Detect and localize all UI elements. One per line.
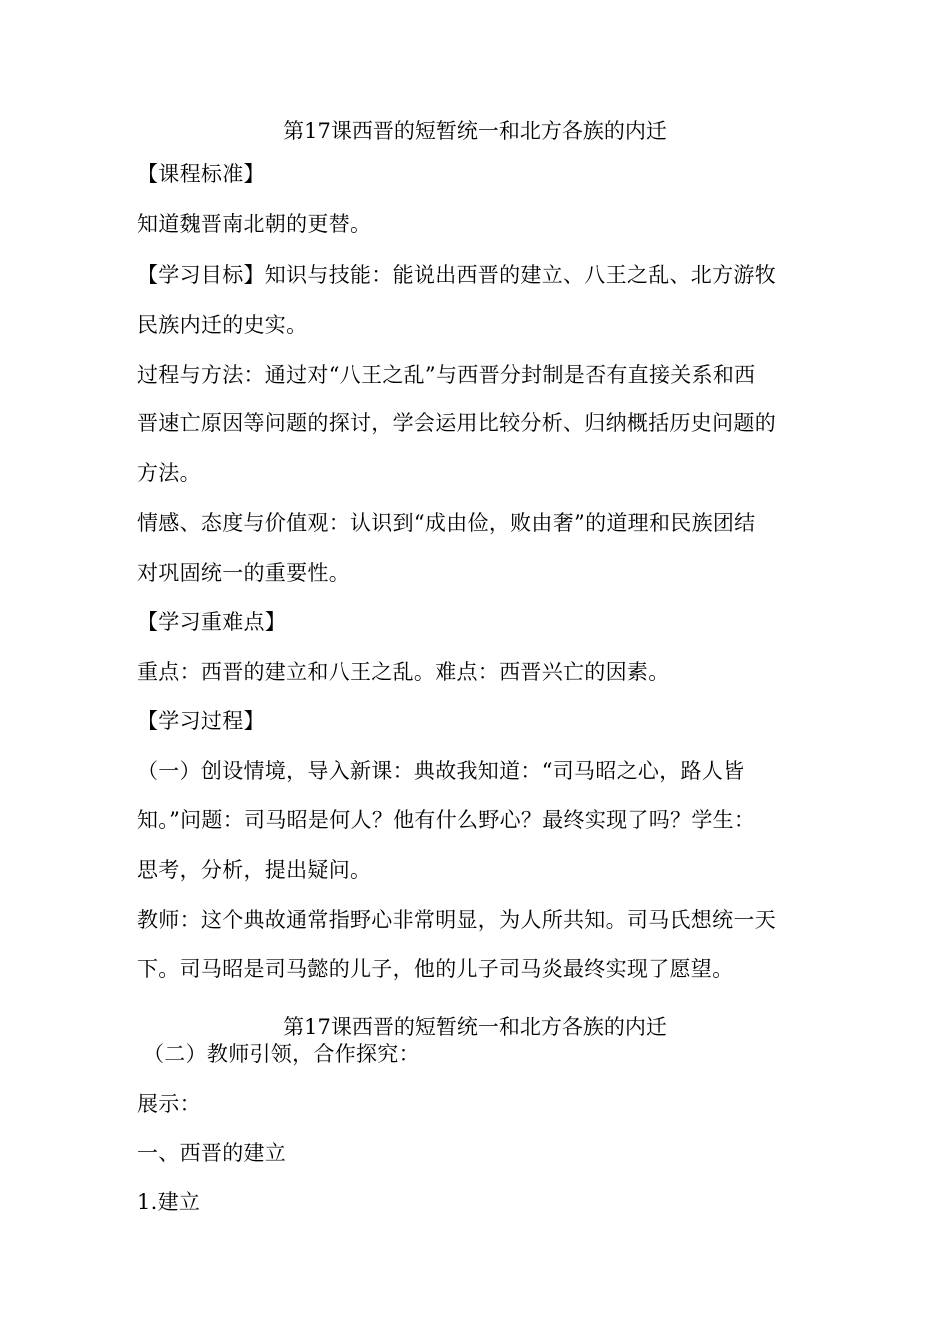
- paragraph-line: （二）教师引领，合作探究：: [143, 1042, 420, 1066]
- heading-learning-goals: 【学习目标】知识与技能：能说出西晋的建立、八王之乱、北方游牧: [137, 263, 776, 287]
- paragraph-line: 重点：西晋的建立和八王之乱。难点：西晋兴亡的因素。: [137, 660, 670, 684]
- paragraph-line: 晋速亡原因等问题的探讨，学会运用比较分析、归纳概括历史问题的: [137, 411, 776, 435]
- heading-key-points: 【学习重难点】: [137, 610, 287, 634]
- subsection-heading: 1.建立: [137, 1190, 201, 1214]
- repeated-title: 第17课西晋的短暂统一和北方各族的内迁: [283, 1015, 667, 1039]
- heading-learning-process: 【学习过程】: [137, 709, 265, 733]
- paragraph-line: 知。”问题：司马昭是何人？他有什么野心？最终实现了吗？学生：: [137, 808, 756, 832]
- paragraph-line: 民族内迁的史实。: [137, 313, 308, 337]
- paragraph-line: 方法。: [137, 461, 201, 485]
- paragraph-line: 教师：这个典故通常指野心非常明显，为人所共知。司马氏想统一天: [137, 908, 776, 932]
- paragraph-line: 对巩固统一的重要性。: [137, 561, 350, 585]
- paragraph-line: 过程与方法：通过对“八王之乱”与西晋分封制是否有直接关系和西: [137, 363, 756, 387]
- paragraph-line: 知道魏晋南北朝的更替。: [137, 212, 372, 236]
- section-heading: 一、西晋的建立: [137, 1141, 287, 1165]
- paragraph-line: （一）创设情境，导入新课：典故我知道：“司马昭之心，路人皆: [137, 759, 745, 783]
- paragraph-line: 思考，分析，提出疑问。: [137, 858, 372, 882]
- paragraph-line: 情感、态度与价值观：认识到“成由俭，败由奢”的道理和民族团结: [137, 511, 756, 535]
- paragraph-line: 展示：: [137, 1092, 201, 1116]
- document-title: 第17课西晋的短暂统一和北方各族的内迁: [283, 119, 667, 143]
- paragraph-line: 下。司马昭是司马懿的儿子，他的儿子司马炎最终实现了愿望。: [137, 957, 734, 981]
- heading-course-standard: 【课程标准】: [137, 162, 265, 186]
